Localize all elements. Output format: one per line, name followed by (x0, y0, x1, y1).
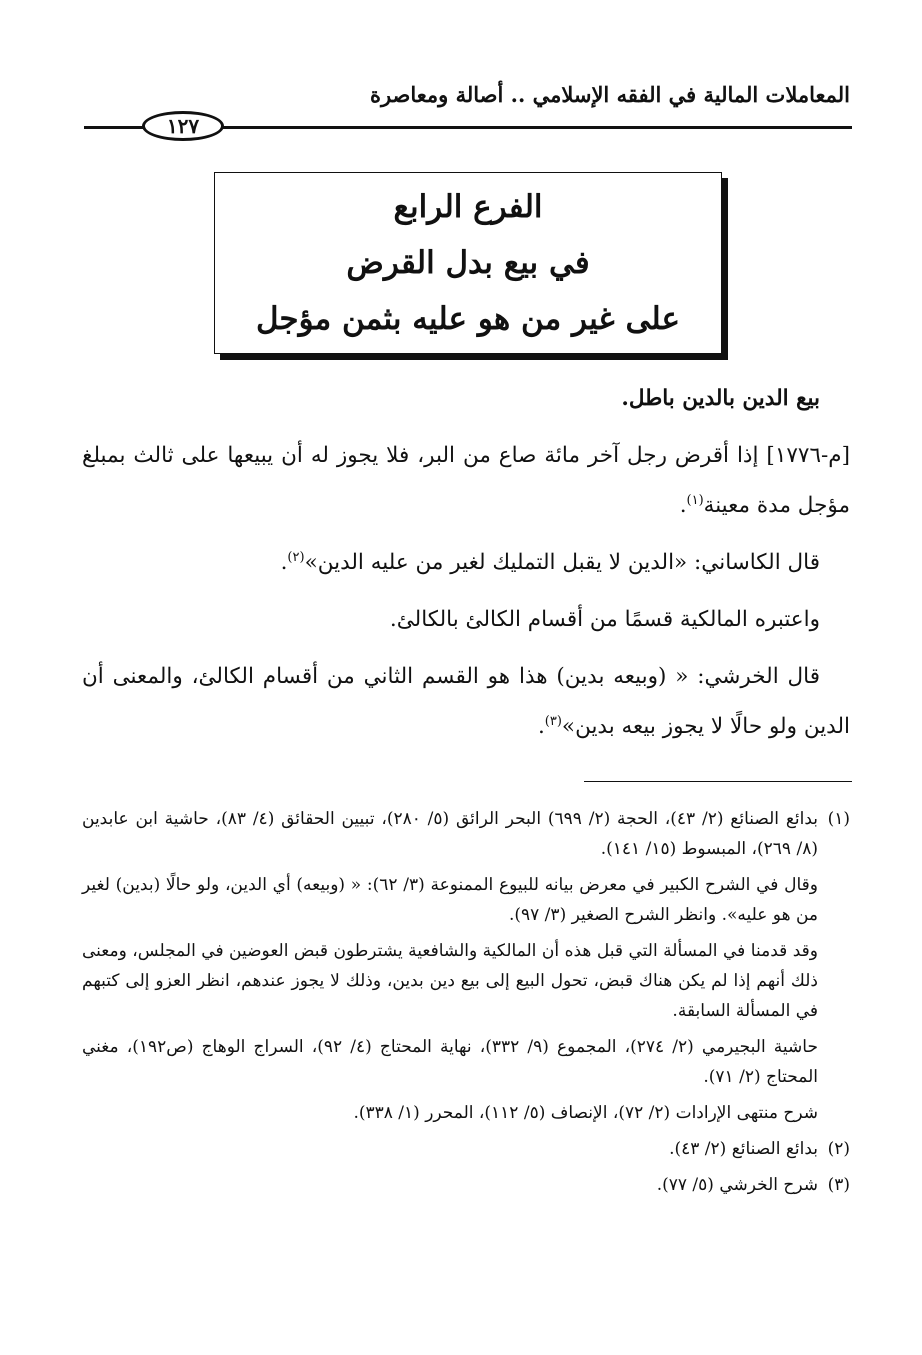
footnote-ref-2: (٢) (287, 549, 305, 565)
footnote-text: بدائع الصنائع (٢/ ٤٣)، الحجة (٢/ ٦٩٩) البحر الرائق (٥/ ٢٨٠)، تبيين الحقائق (٤/ ٨٣)، حاشية ابن عابدين (٨/ ٢٦٩)، المبسوط (١٥/ ١٤١). (82, 809, 818, 859)
paragraph-text: قال الكاساني: «الدين لا يقبل التمليك لغير من عليه الدين» (304, 550, 820, 575)
paragraph-text: [م-١٧٧٦] إذا أقرض رجل آخر مائة صاع من البر، فلا يجوز له أن يبيعها على ثالث بمبلغ مؤجل مدة معينة (82, 443, 850, 518)
paragraph-end: . (537, 714, 545, 739)
body-paragraph-kharashi (82, 652, 850, 752)
body-paragraph-rule (82, 374, 850, 424)
footnote-ref-1: (١) (686, 492, 704, 508)
footnote-1-hanbali: شرح منتهى الإرادات (٢/ ٧٢)، الإنصاف (٥/ ١١٢)، المحرر (١/ ٣٣٨). (353, 1103, 818, 1123)
footnotes (82, 804, 850, 1206)
body-paragraph-malikiyya (82, 595, 850, 645)
footnote-3 (82, 1170, 850, 1200)
footnote-1-note: وقد قدمنا في المسألة التي قبل هذه أن المالكية والشافعية يشترطون قبض العوضين في المجلس، ومعنى ذلك أنهم إذا لم يكن هناك قبض، تحول البيع إلى بيع دين بدين، وذلك لا يجوز عندهم، انظر العزو إلى كتبهم في المسألة السابقة. (82, 941, 818, 1021)
running-header: المعاملات المالية في الفقه الإسلامي .. أصالة ومعاصرة (369, 82, 850, 107)
section-title-line-1: الفرع الرابع (393, 189, 543, 225)
section-title-box (214, 172, 722, 354)
paragraph-text: واعتبره المالكية قسمًا من أقسام الكالئ بالكالئ. (389, 607, 820, 632)
footnote-number: (٢) (827, 1139, 850, 1159)
body-text (82, 374, 850, 759)
page-number: ١٢٧ (142, 111, 224, 141)
footnote-text: شرح الخرشي (٥/ ٧٧). (656, 1175, 818, 1195)
footnote-1-shafii: حاشية البجيرمي (٢/ ٢٧٤)، المجموع (٩/ ٣٣٢)، نهاية المحتاج (٤/ ٩٢)، السراج الوهاج (ص١٩٢)، مغني المحتاج (٢/ ٧١). (82, 1037, 818, 1087)
body-paragraph-kasani (82, 538, 850, 588)
paragraph-end: . (679, 493, 687, 518)
body-paragraph-issue (82, 431, 850, 531)
footnote-2 (82, 1134, 850, 1164)
footnote-number: (٣) (827, 1175, 850, 1195)
section-title-line-2: في بيع بدل القرض (346, 245, 590, 281)
footnote-ref-3: (٣) (544, 713, 562, 729)
paragraph-end: . (280, 550, 288, 575)
footnote-1 (82, 804, 850, 864)
footnote-number: (١) (827, 809, 850, 829)
paragraph-text: بيع الدين بالدين باطل. (621, 386, 820, 411)
paragraph-text: قال الخرشي: « (وبيعه بدين) هذا هو القسم الثاني من أقسام الكالئ، والمعنى أن الدين ولو حالًا لا يجوز بيعه بدين» (82, 664, 850, 739)
footnote-1-maliki: وقال في الشرح الكبير في معرض بيانه للبيوع الممنوعة (٣/ ٦٢): « (وبيعه) أي الدين، ولو حالًا (بدين) لغير من هو عليه». وانظر الشرح الصغير (٣/ ٩٧). (82, 875, 818, 925)
section-title-line-3: على غير من هو عليه بثمن مؤجل (255, 301, 681, 337)
footnote-text: بدائع الصنائع (٢/ ٤٣). (669, 1139, 818, 1159)
footnote-separator (584, 781, 852, 782)
